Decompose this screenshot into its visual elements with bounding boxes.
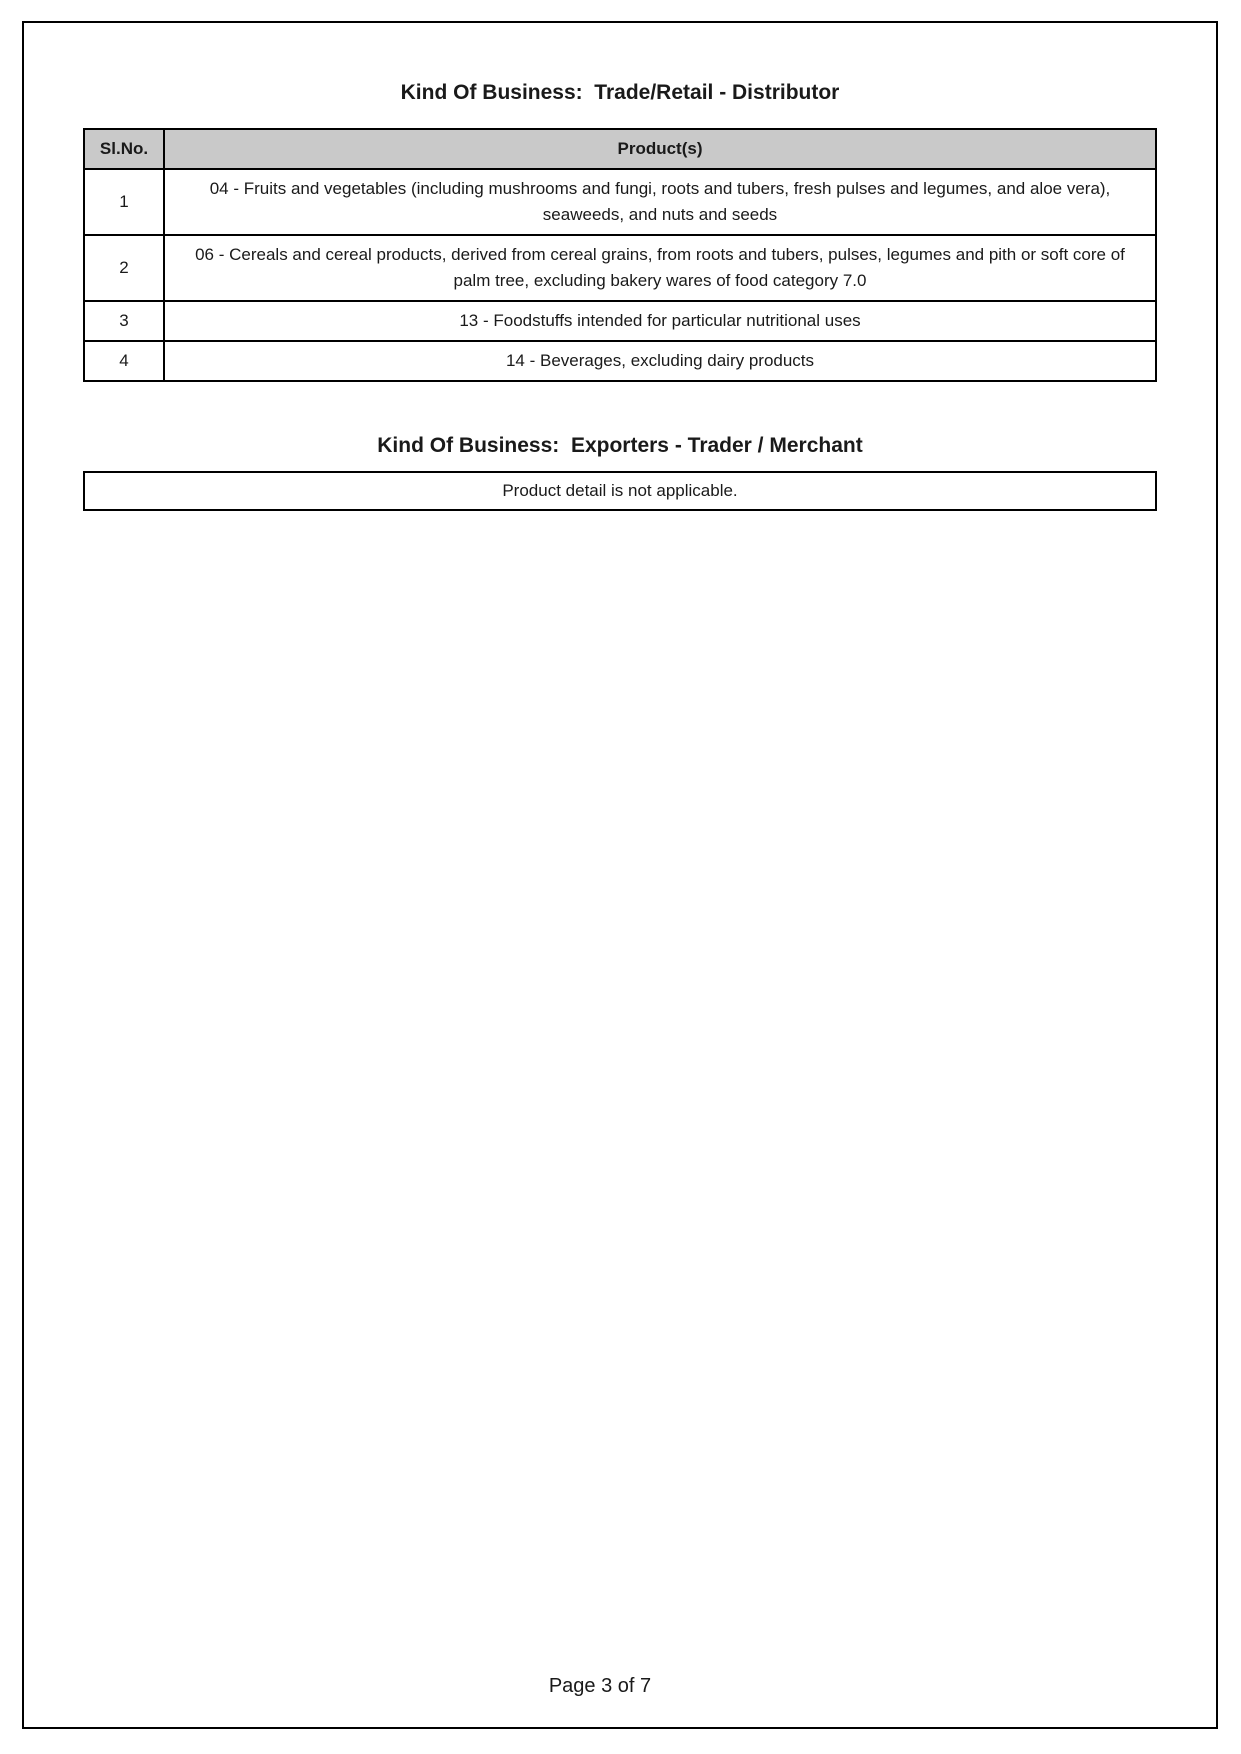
cell-slno: 1 — [84, 169, 164, 235]
section-title-exporters: Kind Of Business: Exporters - Trader / Merchant — [377, 434, 863, 457]
cell-slno: 2 — [84, 235, 164, 301]
table-row — [84, 301, 1156, 341]
cell-slno: 4 — [84, 341, 164, 381]
table-row — [84, 169, 1156, 235]
column-header-slno: Sl.No. — [84, 129, 164, 169]
cell-product: 06 - Cereals and cereal products, derived from cereal grains, from roots and tubers, pulses, legumes and pith or soft core of palm tree, excluding bakery wares of food category 7.0 — [164, 235, 1156, 301]
cell-product: 04 - Fruits and vegetables (including mushrooms and fungi, roots and tubers, fresh pulses and legumes, and aloe vera), seaweeds, and nuts and seeds — [164, 169, 1156, 235]
page-number: Page 3 of 7 — [548, 1675, 652, 1697]
section-title-distributor: Kind Of Business: Trade/Retail - Distributor — [400, 81, 840, 104]
product-detail-notice-box — [83, 471, 1157, 511]
column-header-products: Product(s) — [164, 129, 1156, 169]
table-row — [84, 341, 1156, 381]
cell-product: 13 - Foodstuffs intended for particular nutritional uses — [164, 301, 1156, 341]
page-footer — [0, 1673, 1200, 1699]
table-header-row — [84, 129, 1156, 169]
notice-text: Product detail is not applicable. — [502, 481, 738, 500]
cell-product: 14 - Beverages, excluding dairy products — [164, 341, 1156, 381]
cell-slno: 3 — [84, 301, 164, 341]
page-border-frame — [22, 21, 1218, 1729]
products-table-distributor — [83, 128, 1157, 382]
table-row — [84, 235, 1156, 301]
